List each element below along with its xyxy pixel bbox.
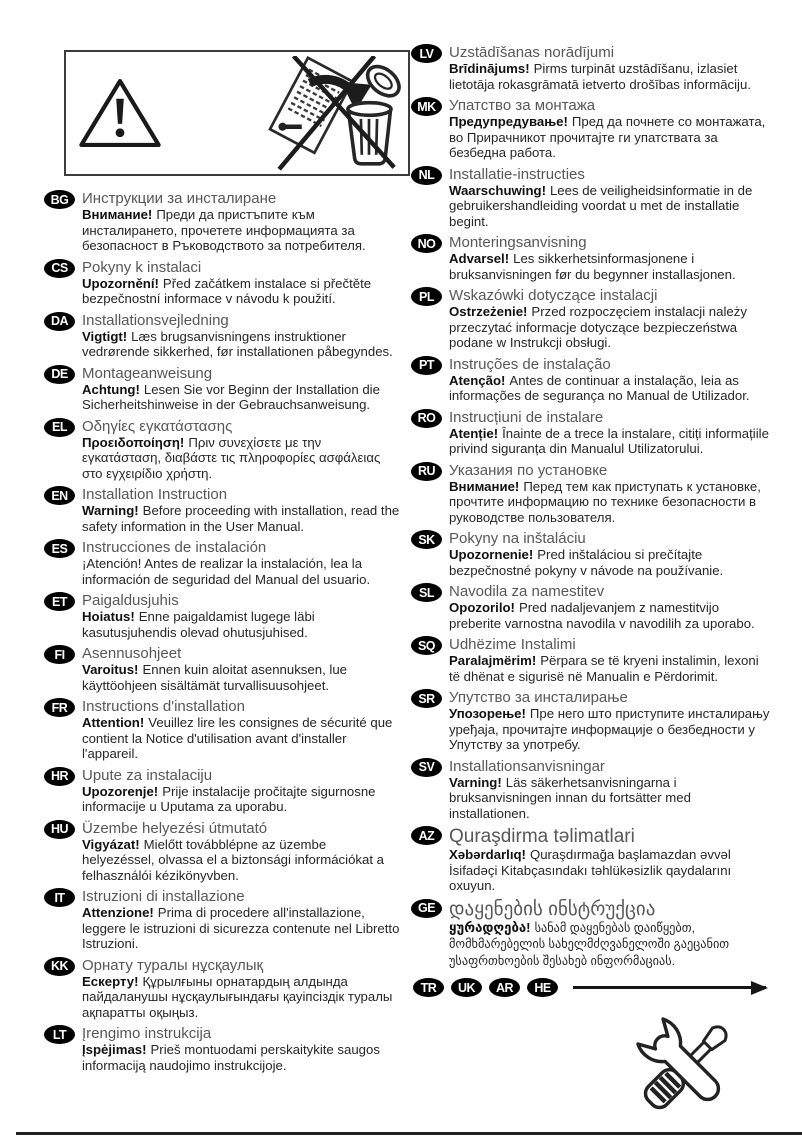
- section-body-text: Înainte de a trece la instalare, citiți informațiile privind siguranța din Manualul Utilizatorului.: [449, 425, 769, 456]
- language-section: [411, 97, 770, 161]
- warning-label: Opozorilo!: [449, 600, 515, 615]
- warning-label: Upozorenje!: [82, 783, 159, 799]
- language-section: [44, 767, 400, 815]
- section-body: [449, 426, 770, 457]
- language-section: [411, 166, 770, 230]
- section-title: Installatie-instructies: [449, 165, 585, 183]
- section-title: Упатство за монтажа: [449, 97, 596, 114]
- language-badge: LT: [44, 1025, 75, 1044]
- language-badge: CS: [44, 259, 75, 278]
- section-title: Navodila za namestitev: [449, 583, 605, 600]
- language-badge: ES: [44, 539, 75, 558]
- warning-label: Waarschuwing!: [449, 182, 546, 198]
- language-badge: RU: [411, 462, 442, 481]
- discard-manual-icon: [202, 56, 404, 171]
- language-badge: SK: [411, 530, 442, 549]
- language-section: [44, 1025, 400, 1073]
- warning-label: Внимание!: [449, 478, 520, 494]
- language-section: [411, 583, 770, 631]
- language-badge: MK: [411, 97, 442, 116]
- section-body-text: Antes de continuar a instalação, leia as informações de segurança no Manual de Utilizador.: [449, 372, 750, 403]
- warning-label: Brīdinājums!: [449, 61, 530, 76]
- warning-label: Įspėjimas!: [82, 1042, 147, 1057]
- section-title: Installationsvejledning: [82, 311, 229, 329]
- left-column: [44, 50, 400, 1078]
- section-body: [82, 609, 400, 640]
- language-badge: GE: [411, 899, 442, 918]
- warning-label: Atenție!: [449, 425, 499, 441]
- section-title: Įrengimo instrukcija: [82, 1025, 212, 1042]
- language-section: [411, 636, 770, 684]
- section-body: [82, 276, 400, 307]
- section-body: [449, 183, 770, 230]
- language-section: [44, 888, 400, 952]
- section-title: Instruções de instalação: [449, 355, 611, 373]
- page-bottom-rule: [16, 1132, 802, 1135]
- language-section: [411, 899, 770, 970]
- warning-label: Paralajmërim!: [449, 653, 537, 668]
- section-body: [82, 715, 400, 762]
- section-body-text: Před začátkem instalace si přečtěte bezpečnostní informace v návodu k použití.: [82, 275, 372, 306]
- section-body: [449, 706, 770, 753]
- section-title: Instrucțiuni de instalare: [449, 408, 604, 426]
- warning-label: Upozornění!: [82, 275, 159, 291]
- section-body-text: Prieš montuodami perskaitykite saugos informaciją naudojimo instrukcijoje.: [82, 1042, 380, 1073]
- language-badge: HR: [44, 767, 75, 786]
- section-body: [449, 114, 770, 161]
- section-body: [449, 251, 770, 282]
- language-badge: SQ: [411, 636, 442, 655]
- section-title: Üzembe helyezési útmutató: [82, 819, 268, 837]
- section-body-text: Enne paigaldamist lugege läbi kasutusjuhendis olevad ohutusjuhised.: [82, 609, 315, 640]
- section-title: Упутство за инсталирање: [449, 689, 628, 706]
- section-body-text: Перед тем как приступать к установке, прочтите информацию по технике безопасности в руководстве пользователя.: [449, 478, 761, 525]
- section-title: Montageanweisung: [82, 364, 213, 382]
- section-body: [449, 304, 770, 351]
- language-badge: HU: [44, 820, 75, 839]
- section-body: [82, 905, 400, 952]
- warning-label: Hoiatus!: [82, 609, 135, 624]
- language-badge: SR: [411, 689, 442, 708]
- section-title: Installation Instruction: [82, 486, 228, 503]
- language-section: [44, 418, 400, 482]
- section-body-text: Before proceeding with installation, read the safety information in the User Manual.: [82, 503, 400, 534]
- language-badge: DE: [44, 365, 75, 384]
- section-title: Upute za instalaciju: [82, 766, 213, 784]
- section-body: [449, 373, 770, 404]
- language-section: [411, 356, 770, 404]
- warning-label: Xəbərdarlıq!: [449, 847, 526, 862]
- language-sections-left: [44, 190, 400, 1073]
- language-badge: AR: [489, 978, 520, 997]
- language-section: [411, 530, 770, 578]
- section-title: Asennusohjeet: [82, 645, 182, 662]
- warning-label: Attention!: [82, 715, 145, 730]
- warning-label: Vigtigt!: [82, 328, 128, 344]
- section-body-text: Pred inštaláciou si prečítajte bezpečnostné pokyny v návode na používanie.: [449, 547, 724, 578]
- section-body: [82, 837, 400, 884]
- warning-label: Ескерту!: [82, 973, 139, 989]
- section-body: [449, 61, 770, 92]
- language-section: [44, 957, 400, 1021]
- section-body: [82, 435, 400, 482]
- language-badge: SV: [411, 758, 442, 777]
- language-badge: NL: [411, 166, 442, 185]
- warning-label: Ostrzeżenie!: [449, 304, 528, 319]
- section-body-text: სანამ დაყენებას დაიწყებთ, მომხმარებელის სახელმძღვანელოში გაეცანით უსაფრთხოების შესახებ ინფორმაციას.: [449, 920, 730, 968]
- section-body-text: Lees de veiligheidsinformatie in de gebruikershandleiding voordat u met de installatie begint.: [449, 182, 753, 229]
- section-title: Installationsanvisningar: [449, 757, 605, 775]
- language-badge: NO: [411, 234, 442, 253]
- language-badge: ET: [44, 592, 75, 611]
- section-body-text: Quraşdırmağa başlamazdan əvvəl İsifadəçi Kitabçasındakı təhlükəsizlik qaydalarını oxuyun.: [449, 847, 732, 893]
- language-section: [44, 592, 400, 640]
- section-title: Instrucciones de instalación: [82, 539, 267, 556]
- warning-triangle-icon: [78, 75, 162, 151]
- section-body-text: Pirms turpināt uzstādīšanu, izlasiet lietotāja rokasgrāmatā ietverto drošības informāciju.: [449, 61, 751, 92]
- warning-label: Atenção!: [449, 372, 506, 388]
- section-body: [82, 329, 400, 360]
- section-title: Инструкции за инсталиране: [82, 190, 277, 207]
- section-title: Указания по установке: [449, 461, 608, 479]
- section-title: Uzstādīšanas norādījumi: [449, 44, 615, 61]
- language-section: [44, 259, 400, 307]
- section-body-text: Przed rozpoczęciem instalacji należy przeczytać informacje dotyczące bezpieczeństwa podane w Instrukcji obsługi.: [449, 304, 747, 350]
- language-section: [44, 312, 400, 360]
- section-title: Wskazówki dotyczące instalacji: [449, 287, 658, 304]
- language-badge: TR: [413, 978, 444, 997]
- language-section: [44, 820, 400, 884]
- language-badge: IT: [44, 888, 75, 907]
- section-body-text: Пред да почнете со монтажата, во Прирачникот прочитајте ги упатствата за безбедна работа.: [449, 114, 766, 160]
- section-body: [82, 662, 400, 693]
- language-section: [411, 44, 770, 92]
- section-title: Quraşdirma təlimatlari: [449, 826, 635, 847]
- section-title: Monteringsanvisning: [449, 234, 587, 251]
- language-badge: EN: [44, 486, 75, 505]
- section-body: [449, 920, 770, 970]
- warning-label: Varning!: [449, 774, 502, 790]
- warning-label: Varoitus!: [82, 662, 139, 677]
- tools-icon: [612, 1003, 760, 1131]
- language-section: [44, 486, 400, 534]
- footer-language-badges: [411, 978, 770, 997]
- section-body: [82, 784, 400, 815]
- section-body: [449, 653, 770, 684]
- section-body-text: Përpara se të kryeni instalimin, lexoni të dhënat e sigurisë në Manualin e Përdorimit.: [449, 653, 759, 684]
- section-body: [82, 207, 400, 254]
- section-body-text: Prije instalacije pročitajte sigurnosne informacije u Uputama za uporabu.: [82, 783, 376, 814]
- section-body-text: Pred nadaljevanjem z namestitvijo preberite varnostna navodila v navodilih za uporabo.: [449, 600, 755, 631]
- section-body-text: Lesen Sie vor Beginn der Installation die Sicherheitshinweise in der Gebrauchsanweisung.: [82, 381, 380, 412]
- tools-icon-wrap: [411, 1003, 770, 1131]
- language-section: [44, 698, 400, 762]
- warning-label: Vigyázat!: [82, 836, 140, 852]
- section-title: Paigaldusjuhis: [82, 592, 179, 609]
- section-title: Istruzioni di installazione: [82, 888, 245, 905]
- warning-label: ყურადღება!: [449, 919, 531, 935]
- section-body-text: Prima di procedere all'installazione, leggere le istruzioni di sicurezza contenute nel Libretto Istruzioni.: [82, 905, 400, 951]
- language-badge: FI: [44, 645, 75, 664]
- section-title: Pokyny na inštaláciu: [449, 530, 586, 547]
- section-body: [449, 547, 770, 578]
- language-section: [411, 234, 770, 282]
- language-section: [44, 539, 400, 587]
- section-body: [82, 503, 400, 534]
- language-badge: DA: [44, 312, 75, 331]
- language-badge: PT: [411, 356, 442, 375]
- right-column: [411, 44, 770, 1131]
- section-body: [449, 600, 770, 631]
- section-body: [82, 556, 400, 587]
- language-badge: FR: [44, 698, 75, 717]
- warning-label: Упозорење!: [449, 706, 526, 721]
- language-sections-right: [411, 44, 770, 969]
- section-body: [449, 775, 770, 822]
- section-body-text: ¡Atención! Antes de realizar la instalación, lea la información de seguridad del Manual del usuario.: [82, 556, 371, 587]
- section-body-text: Læs brugsanvisningens instruktioner vedrørende sikkerhed, før installationen påbegyndes.: [82, 328, 393, 359]
- warning-label: Предупредување!: [449, 114, 568, 129]
- section-body: [449, 479, 770, 526]
- section-body: [82, 974, 400, 1021]
- section-body-text: Құрылғыны орнатардың алдында пайдаланушы нұсқаулығындағы қауіпсіздік туралы ақпаратты оқыңыз.: [82, 973, 393, 1020]
- section-body-text: Les sikkerhetsinformasjonene i bruksanvisningen før du begynner installasjonen.: [449, 251, 736, 282]
- warning-label: Achtung!: [82, 381, 140, 397]
- warning-label: Advarsel!: [449, 251, 510, 266]
- language-section: [44, 365, 400, 413]
- section-body: [449, 847, 770, 894]
- language-badge: AZ: [411, 826, 442, 845]
- language-badge: HE: [527, 978, 558, 997]
- section-title: Pokyny k instalaci: [82, 258, 202, 276]
- language-section: [411, 409, 770, 457]
- section-body: [82, 1042, 400, 1073]
- language-badge: KK: [44, 957, 75, 976]
- language-section: [411, 462, 770, 526]
- warning-label: Προειδοποίηση!: [82, 434, 185, 450]
- language-section: [44, 190, 400, 254]
- language-badge: RO: [411, 409, 442, 428]
- footer-badge-group: [413, 978, 565, 997]
- right-arrow-icon: [573, 986, 766, 989]
- section-body-text: Läs säkerhetsanvisningarna i bruksanvisningen innan du fortsätter med installationen.: [449, 774, 691, 821]
- section-body-text: Mielőtt továbblépne az üzembe helyezéssel, olvassa el a biztonsági információkat a felhasználói kézikönyvben.: [82, 836, 385, 883]
- section-body: [82, 382, 400, 413]
- section-body-text: Veuillez lire les consignes de sécurité que contient la Notice d'utilisation avant d'installer l'appareil.: [82, 715, 393, 761]
- language-badge: BG: [44, 190, 75, 209]
- section-title: Udhëzime Instalimi: [449, 636, 576, 653]
- language-badge: UK: [451, 978, 482, 997]
- language-badge: EL: [44, 418, 75, 437]
- warning-label: Внимание!: [82, 207, 153, 222]
- warning-label: Attenzione!: [82, 905, 154, 920]
- warning-label: Warning!: [82, 503, 139, 518]
- language-badge: LV: [411, 44, 442, 63]
- language-section: [411, 689, 770, 753]
- section-title: Instructions d'installation: [82, 698, 245, 715]
- language-section: [411, 826, 770, 894]
- section-title: Οδηγίες εγκατάστασης: [82, 417, 233, 435]
- language-badge: SL: [411, 583, 442, 602]
- section-title: დაყენების ინსტრუქცია: [449, 898, 656, 920]
- section-body-text: Пре него што приступите инсталирању уређаја, прочитајте информације о безбедности у Упутству за употребу.: [449, 706, 770, 752]
- section-title: Орнату туралы нұсқаулық: [82, 956, 264, 974]
- language-section: [44, 645, 400, 693]
- language-badge: PL: [411, 287, 442, 306]
- warning-illustration-box: [64, 50, 410, 176]
- section-body-text: Ennen kuin aloitat asennuksen, lue käyttöohjeen sisältämät turvallisuusohjeet.: [82, 662, 347, 693]
- section-body-text: Πριν συνεχίσετε με την εγκατάσταση, διαβάστε τις πληροφορίες ασφάλειας στο εγχειρίδιο χρήστη.: [82, 434, 381, 481]
- warning-label: Upozornenie!: [449, 547, 534, 562]
- language-section: [411, 287, 770, 351]
- section-body-text: Преди да пристъпите към инсталирането, прочетете информацията за безопасност в Ръководството за потребителя.: [82, 207, 366, 253]
- language-section: [411, 758, 770, 822]
